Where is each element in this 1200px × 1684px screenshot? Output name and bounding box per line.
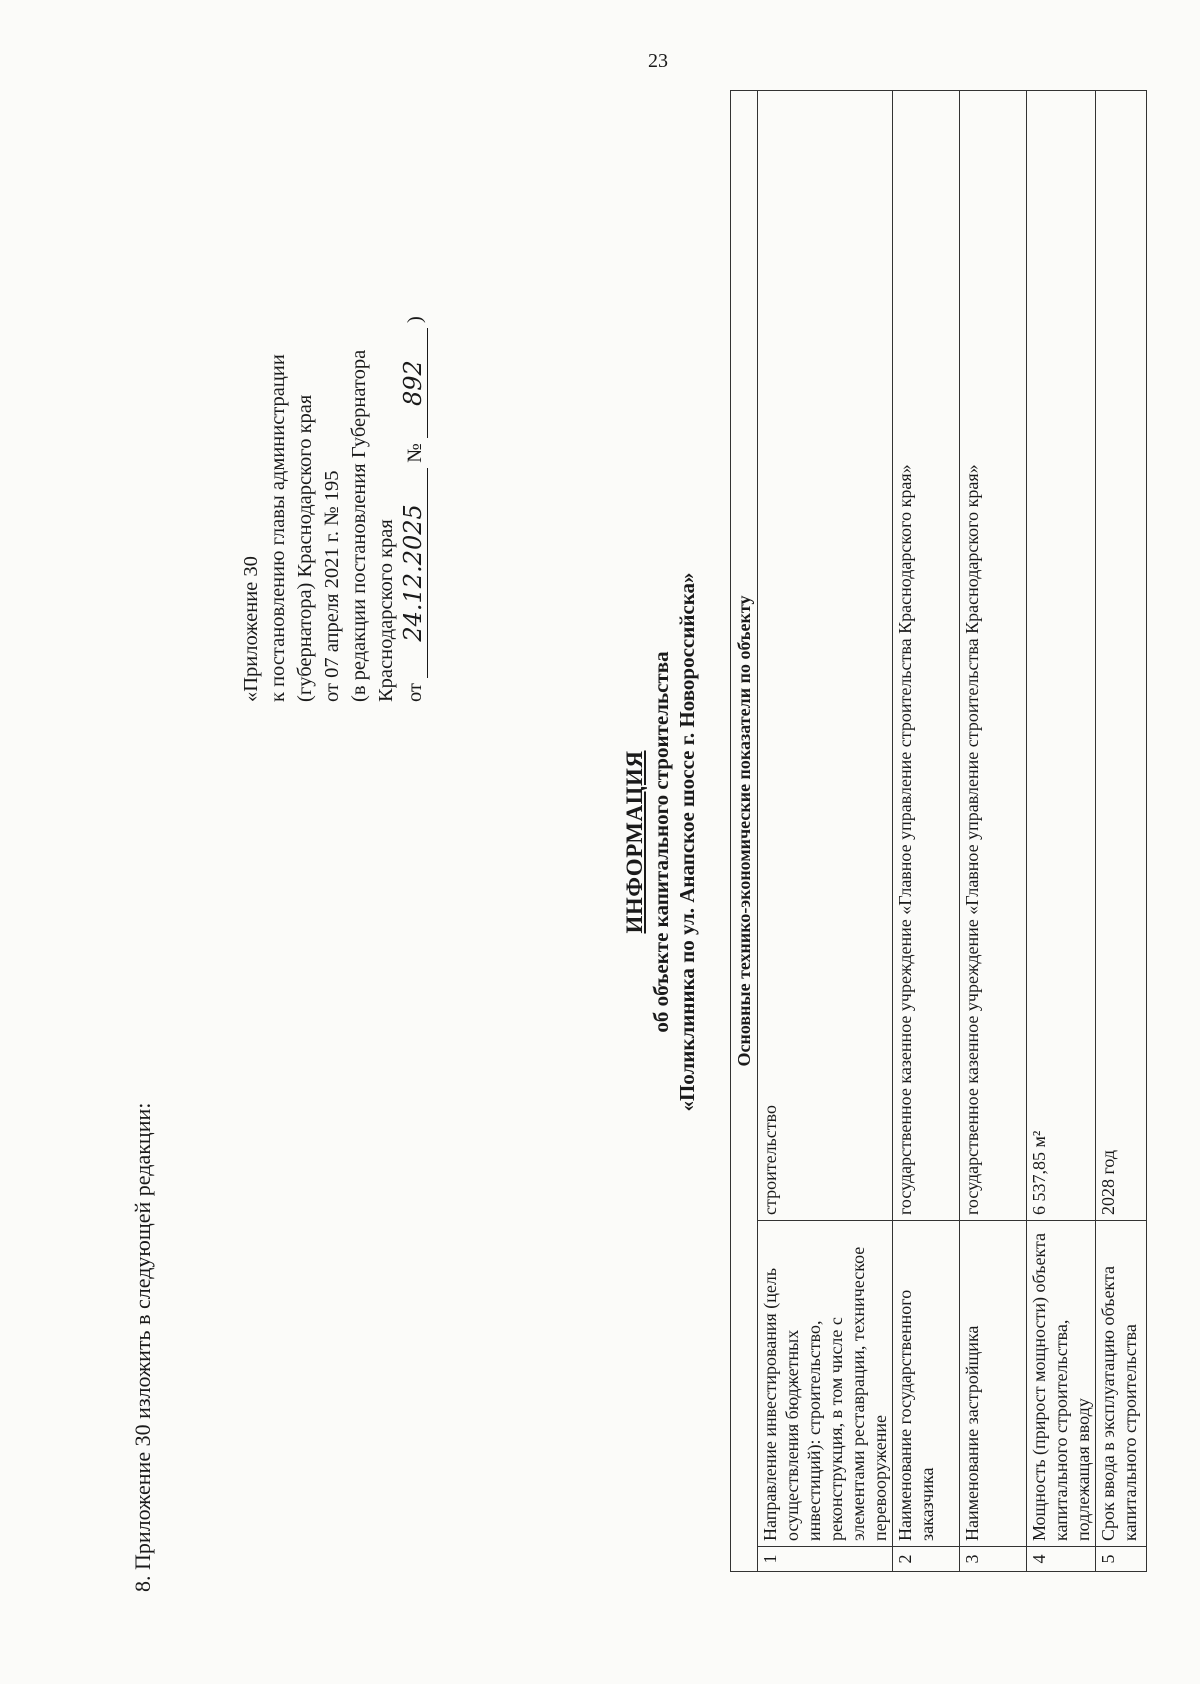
approval-date-line — [400, 62, 429, 702]
table-row — [1027, 91, 1096, 1572]
row-value: 2028 год — [1096, 91, 1147, 1221]
table-row — [758, 91, 893, 1572]
row-value: 6 537,85 м² — [1027, 91, 1096, 1221]
row-value: государственное казенное учреждение «Главное управление строительства Краснодарского края» — [960, 91, 1027, 1221]
handwritten-number: 892 — [400, 328, 428, 438]
intro-text: 8. Приложение 30 изложить в следующей редакции: — [130, 1102, 155, 1592]
handwritten-date: 24.12.2025 — [400, 468, 428, 678]
closing-paren: ) — [404, 316, 426, 323]
row-number: 1 — [758, 1547, 893, 1572]
number-prefix: № — [404, 443, 426, 463]
row-label: Наименование государственного заказчика — [893, 1221, 960, 1547]
title-subtitle: об объекте капитального строительства — [649, 651, 673, 1033]
row-label: Мощность (прирост мощности) объекта капитального строительства, подлежащая вводу — [1027, 1221, 1096, 1547]
table-header-row — [731, 91, 758, 1572]
table-row — [893, 91, 960, 1572]
approval-line: «Приложение 30 — [240, 556, 262, 702]
row-number: 4 — [1027, 1547, 1096, 1572]
title-main: ИНФОРМАЦИЯ — [622, 750, 647, 934]
row-label: Срок ввода в эксплуатацию объекта капитального строительства — [1096, 1221, 1147, 1547]
table-row — [1096, 91, 1147, 1572]
row-number: 5 — [1096, 1547, 1147, 1572]
table-header: Основные технико-экономические показатели по объекту — [731, 91, 758, 1572]
table-row — [960, 91, 1027, 1572]
row-value: строительство — [758, 91, 893, 1221]
indicators-table — [730, 90, 1147, 1572]
page-number: 23 — [648, 50, 668, 72]
approval-stamp — [238, 62, 429, 702]
approval-line: Краснодарского края — [375, 519, 397, 702]
approval-line: (губернатора) Краснодарского края — [294, 394, 316, 702]
title-object-name: «Поликлиника по ул. Анапское шоссе г. Новороссийска» — [675, 572, 699, 1112]
row-label: Наименование застройщика — [960, 1221, 1027, 1547]
row-number: 2 — [893, 1547, 960, 1572]
row-number: 3 — [960, 1547, 1027, 1572]
document-title — [622, 52, 700, 1632]
date-prefix: от — [404, 683, 426, 702]
landscape-content — [40, 52, 1150, 1632]
row-value: государственное казенное учреждение «Главное управление строительства Краснодарского края» — [893, 91, 960, 1221]
approval-line: (в редакции постановления Губернатора — [348, 349, 370, 702]
approval-line: к постановлению главы администрации — [267, 354, 289, 702]
row-label: Направление инвестирования (цель осуществления бюджетных инвестиций): строительство, реконструкция, в том числе с элементами реставрации, техническое перевооружение — [758, 1221, 893, 1547]
approval-line: от 07 апреля 2021 г. № 195 — [321, 470, 343, 702]
